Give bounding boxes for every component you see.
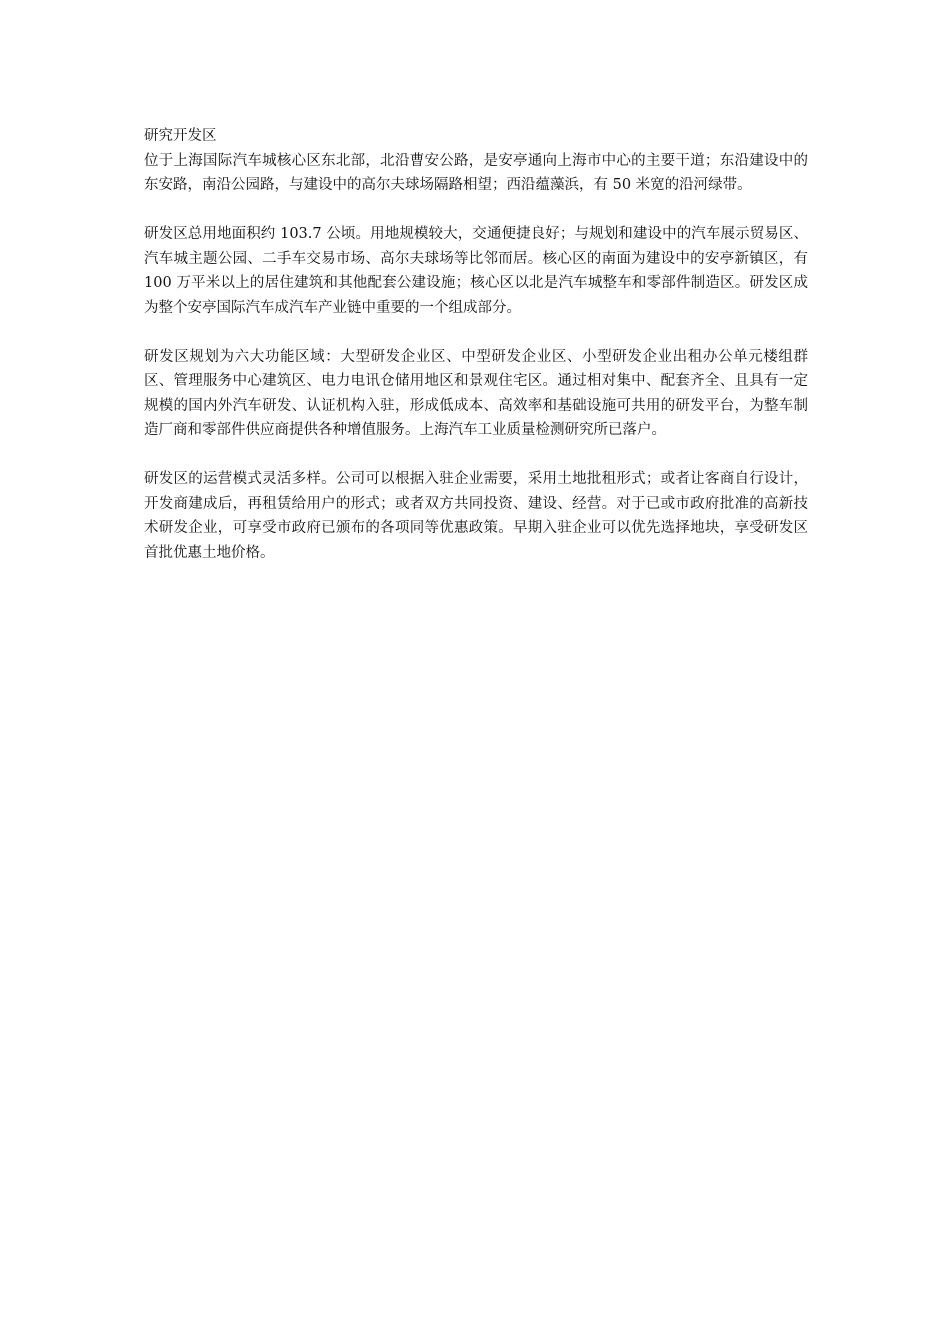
document-page — [144, 124, 808, 590]
paragraph-land-area: 研发区总用地面积约 103.7 公顷。用地规模较大，交通便捷良好；与规划和建设中的汽车展示贸易区、汽车城主题公园、二手车交易市场、高尔夫球场等比邻而居。核心区的南面为建设中的安亭新镇区，有 100 万平米以上的居住建筑和其他配套公建设施；核心区以北是汽车城整车和零部件制造区。研发区成为整个安亭国际汽车成汽车产业链中重要的一个组成部分。 — [144, 226, 808, 316]
paragraph-operation-model: 研发区的运营模式灵活多样。公司可以根据入驻企业需要，采用土地批租形式；或者让客商自行设计，开发商建成后，再租赁给用户的形式；或者双方共同投资、建设、经营。对于已或市政府批准的高新技术研发企业，可享受市政府已颁布的各项同等优惠政策。早期入驻企业可以优先选择地块，享受研发区首批优惠土地价格。 — [144, 471, 808, 561]
document-title: 研究开发区 — [144, 128, 217, 144]
paragraph-location: 位于上海国际汽车城核心区东北部，北沿曹安公路，是安亭通向上海市中心的主要干道；东沿建设中的东安路，南沿公园路，与建设中的高尔夫球场隔路相望；西沿蕴藻浜，有 50 米宽的沿河绿带。 — [144, 152, 808, 193]
paragraph-functional-zones: 研发区规划为六大功能区域：大型研发企业区、中型研发企业区、小型研发企业出租办公单元楼组群区、管理服务中心建筑区、电力电讯仓储用地区和景观住宅区。通过相对集中、配套齐全、且具有一定规模的国内外汽车研发、认证机构入驻，形成低成本、高效率和基础设施可共用的研发平台，为整车制造厂商和零部件供应商提供各种增值服务。上海汽车工业质量检测研究所已落户。 — [144, 348, 808, 438]
